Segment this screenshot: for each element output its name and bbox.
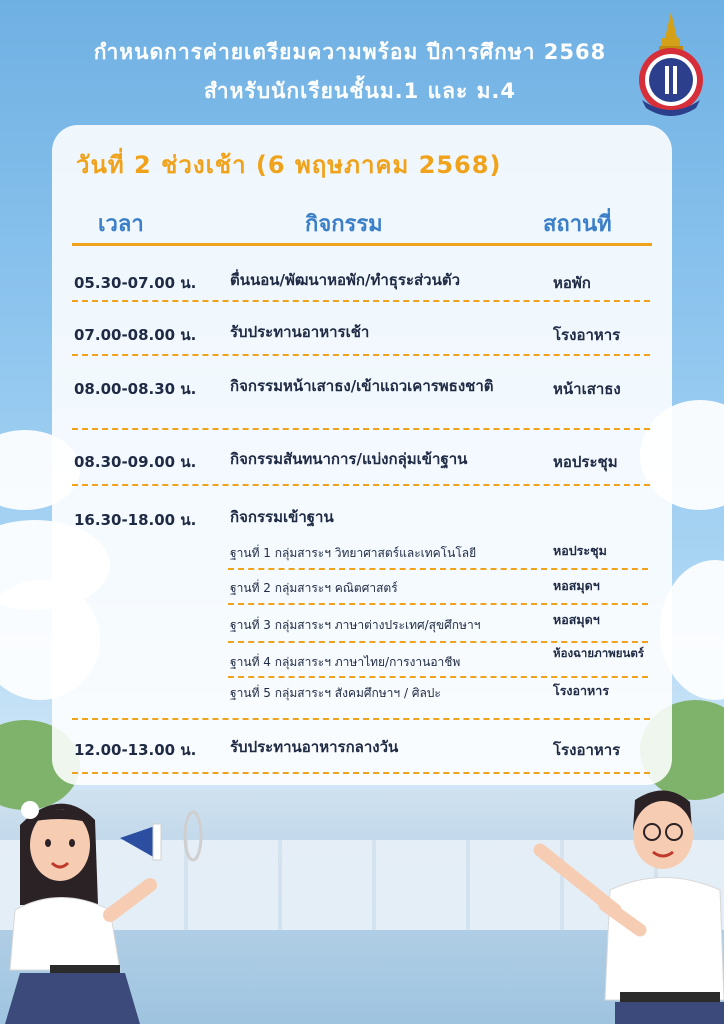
day-title: วันที่ 2 ช่วงเช้า (6 พฤษภาคม 2568) xyxy=(76,151,502,179)
station-location: โรงอาหาร xyxy=(553,683,610,698)
megaphone-icon xyxy=(115,808,210,868)
boy-student-illustration xyxy=(520,780,724,1024)
row-time: 08.00-08.30 น. xyxy=(74,380,197,398)
school-emblem-icon xyxy=(628,8,714,118)
station-divider xyxy=(228,641,648,643)
column-header-time: เวลา xyxy=(98,212,144,237)
station-location: หอประชุม xyxy=(553,543,607,558)
header-subtitle: สำหรับนักเรียนชั้นม.1 และ ม.4 xyxy=(203,79,517,103)
station-activity: ฐานที่ 2 กลุ่มสาระฯ คณิตศาสตร์ xyxy=(230,581,398,595)
header-rule xyxy=(72,243,652,246)
row-location: หอประชุม xyxy=(553,453,618,471)
station-divider xyxy=(228,676,648,678)
row-divider xyxy=(72,300,650,302)
station-location: ห้องฉายภาพยนตร์ xyxy=(553,646,644,660)
row-time: 07.00-08.00 น. xyxy=(74,326,197,344)
station-divider xyxy=(228,568,648,570)
row-activity: รับประทานอาหารเช้า xyxy=(230,323,370,341)
row-divider xyxy=(72,428,650,430)
row-location: โรงอาหาร xyxy=(553,326,621,344)
row-divider xyxy=(72,484,650,486)
row-time: 12.00-13.00 น. xyxy=(74,741,197,759)
row-location: หอพัก xyxy=(553,274,591,292)
row-time: 16.30-18.00 น. xyxy=(74,511,197,529)
row-divider xyxy=(72,354,650,356)
row-activity: กิจกรรมหน้าเสาธง/เข้าแถวเคารพธงชาติ xyxy=(230,377,494,395)
column-header-activity: กิจกรรม xyxy=(305,212,383,237)
page-header xyxy=(0,36,660,108)
row-activity: กิจกรรมสันทนาการ/แบ่งกลุ่มเข้าฐาน xyxy=(230,450,468,468)
station-location: หอสมุดฯ xyxy=(553,612,600,627)
station-activity: ฐานที่ 3 กลุ่มสาระฯ ภาษาต่างประเทศ/สุขศึกษาฯ xyxy=(230,618,481,632)
row-divider xyxy=(72,772,650,774)
station-activity: ฐานที่ 1 กลุ่มสาระฯ วิทยาศาสตร์และเทคโนโลยี xyxy=(230,546,477,560)
row-activity: กิจกรรมเข้าฐาน xyxy=(230,508,334,526)
station-activity: ฐานที่ 4 กลุ่มสาระฯ ภาษาไทย/การงานอาชีพ xyxy=(230,655,461,669)
row-divider xyxy=(72,718,650,720)
row-time: 05.30-07.00 น. xyxy=(74,274,197,292)
station-activity: ฐานที่ 5 กลุ่มสาระฯ สังคมศึกษาฯ / ศิลปะ xyxy=(230,686,441,700)
row-activity: ตื่นนอน/พัฒนาหอพัก/ทำธุระส่วนตัว xyxy=(230,271,461,289)
station-location: หอสมุดฯ xyxy=(553,578,600,593)
row-time: 08.30-09.00 น. xyxy=(74,453,197,471)
row-location: โรงอาหาร xyxy=(553,741,621,759)
column-header-location: สถานที่ xyxy=(543,212,612,237)
row-location: หน้าเสาธง xyxy=(553,380,621,398)
station-divider xyxy=(228,603,648,605)
header-title: กำหนดการค่ายเตรียมความพร้อม ปีการศึกษา 2568 xyxy=(93,40,607,64)
row-activity: รับประทานอาหารกลางวัน xyxy=(230,738,399,756)
